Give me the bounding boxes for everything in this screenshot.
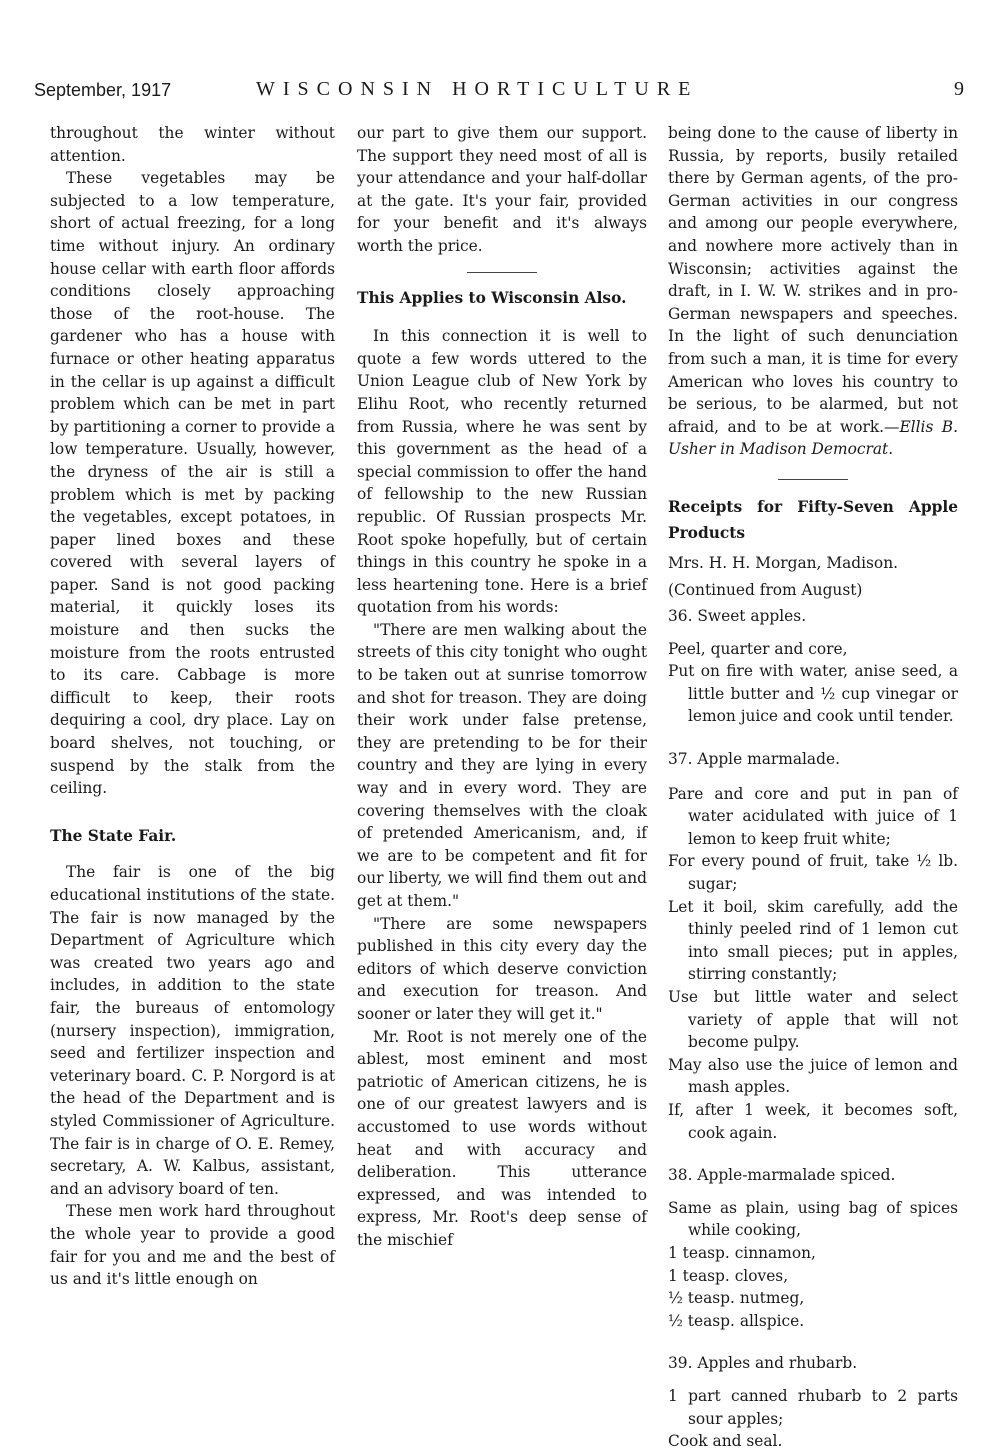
recipe-line: Put on fire with water, anise seed, a little butter and ½ cup vinegar or lemon juice and cook until tender.	[668, 662, 958, 726]
recipe-line: If, after 1 week, it becomes soft, cook again.	[668, 1100, 958, 1142]
paragraph: our part to give them our support. The support they need most of all is your attendance and your half-dollar at the gate. It's your fair, provided for your benefit and it's always worth the price.	[357, 124, 647, 255]
divider	[778, 479, 848, 480]
paragraph: The fair is one of the big educational institutions of the state. The fair is now managed by the Department of Agriculture which was created two years ago and includes, in addition to the state fair, the bureaus of entomology (nursery inspection), immigration, seed and fertilizer inspection and veterinary board. C. P. Norgord is at the head of the Department and is styled Commissioner of Agriculture. The fair is in charge of O. E. Remey, secretary, A. W. Kalbus, assistant, and an advisory board of ten.	[50, 863, 335, 1198]
issue-date: September, 1917	[34, 80, 172, 100]
column-2	[357, 122, 647, 1252]
page-header	[34, 80, 964, 110]
paragraph: These men work hard throughout the whole year to provide a good fair for you and me and the best of us and it's little enough on	[50, 1202, 335, 1289]
recipe-title: 38. Apple-marmalade spiced.	[668, 1166, 896, 1185]
paragraph: Mr. Root is not merely one of the ablest, most eminent and most patriotic of American citizens, he is one of our greatest lawyers and is accustomed to use words without heat and with accuracy and deliberation. This utterance expressed, and was intended to express, Mr. Root's deep sense of the mischief	[357, 1027, 647, 1249]
paragraph: These vegetables may be subjected to a low temperature, short of actual freezing, for a long time without injury. An ordinary house cellar with earth floor affords conditions closely approaching those of the root-house. The gardener who has a house with furnace or other heating apparatus in the cellar is up against a difficult problem which can be met in part by partitioning a corner to provide a low temperature. Usually, however, the dryness of the air is still a problem which is met by packing the vegetables, except potatoes, in paper lined boxes and these covered with several layers of paper. Sand is not good packing material, it quickly loses its moisture and then sucks the moisture from the roots entrusted to its care. Cabbage is more difficult to keep, their roots dequiring a cool, dry place. Lay on board shelves, not touching, or suspend by the stalk from the ceiling.	[50, 169, 335, 798]
recipe-line: 1 part canned rhubarb to 2 parts sour apples;	[668, 1386, 958, 1428]
author-line: Mrs. H. H. Morgan, Madison.	[668, 553, 898, 572]
recipe-title: 39. Apples and rhubarb.	[668, 1354, 858, 1373]
recipe-line: May also use the juice of lemon and mash apples.	[668, 1055, 958, 1097]
paragraph	[668, 122, 958, 461]
recipe-line: ½ teasp. allspice.	[668, 1311, 805, 1330]
recipe-body	[668, 783, 958, 1145]
recipe-body	[668, 1385, 958, 1453]
attribution: —Ellis B. Usher in Madison Democrat.	[668, 417, 958, 459]
section-heading-wisconsin: This Applies to Wisconsin Also.	[357, 288, 627, 307]
recipe-line: For every pound of fruit, take ½ lb. sugar;	[668, 852, 958, 894]
quotation: "There are men walking about the streets of this city tonight who ought to be taken out at sunrise tomorrow and shot for treason. They are doing their work under false pretense, they are pretending to be for their country and they are lying in every way and in every word. They are covering themselves with the cloak of pretended Americanism, and, if we are to be competent and fit for our liberty, we will find them out and get at them."	[357, 620, 647, 910]
recipe-title: 36. Sweet apples.	[668, 607, 807, 626]
recipe-line: Same as plain, using bag of spices while cooking,	[668, 1198, 958, 1240]
divider	[467, 272, 537, 273]
paragraph: throughout the winter without attention.	[50, 124, 335, 165]
continued-note: (Continued from August)	[668, 580, 863, 599]
recipe-line: Peel, quarter and core,	[668, 639, 848, 658]
recipe-body	[668, 1197, 958, 1333]
section-heading-apple-receipts: Receipts for Fifty-Seven Apple Products	[668, 497, 958, 542]
column-1	[50, 122, 335, 1291]
recipe-line: Use but little water and select variety of apple that will not become pulpy.	[668, 988, 958, 1052]
recipe-line: 1 teasp. cloves,	[668, 1266, 789, 1285]
paragraph-text: being done to the cause of liberty in Russia, by reports, busily retailed there by German agents, of the pro-German activities in our congress and among our people everywhere, and nowhere more actively than in Wisconsin; activities against the draft, in I. W. W. strikes and in pro-German newspapers and speeches. In the light of such denunciation from such a man, it is time for every American who loves his country to be serious, to be alarmed, but not afraid, and to be at work.	[668, 124, 958, 436]
recipe-line: 1 teasp. cinnamon,	[668, 1243, 816, 1262]
section-heading-state-fair: The State Fair.	[50, 826, 177, 845]
paragraph: In this connection it is well to quote a few words uttered to the Union League club of New York by Elihu Root, who recently returned from Russia, where he was sent by this government as the head of a special commission to offer the hand of fellowship to the new Russian republic. Of Russian prospects Mr. Root spoke hopefully, but of certain things in this country he spoke in a less heartening tone. Here is a brief quotation from his words:	[357, 327, 647, 617]
page-number: 9	[954, 78, 964, 100]
publication-title: WISCONSIN HORTICULTURE	[256, 78, 699, 100]
recipe-body	[668, 638, 958, 728]
column-3	[668, 122, 958, 1453]
recipe-line: Pare and core and put in pan of water acidulated with juice of 1 lemon to keep fruit white;	[668, 784, 958, 848]
recipe-title: 37. Apple marmalade.	[668, 750, 840, 769]
recipe-line: Cook and seal.	[668, 1432, 783, 1451]
recipe-line: ½ teasp. nutmeg,	[668, 1289, 805, 1308]
recipe-line: Let it boil, skim carefully, add the thinly peeled rind of 1 lemon cut into small pieces; put in apples, stirring constantly;	[668, 897, 958, 984]
quotation: "There are some newspapers published in this city every day the editors of which deserve conviction and execution for treason. And sooner or later they will get it."	[357, 914, 647, 1023]
